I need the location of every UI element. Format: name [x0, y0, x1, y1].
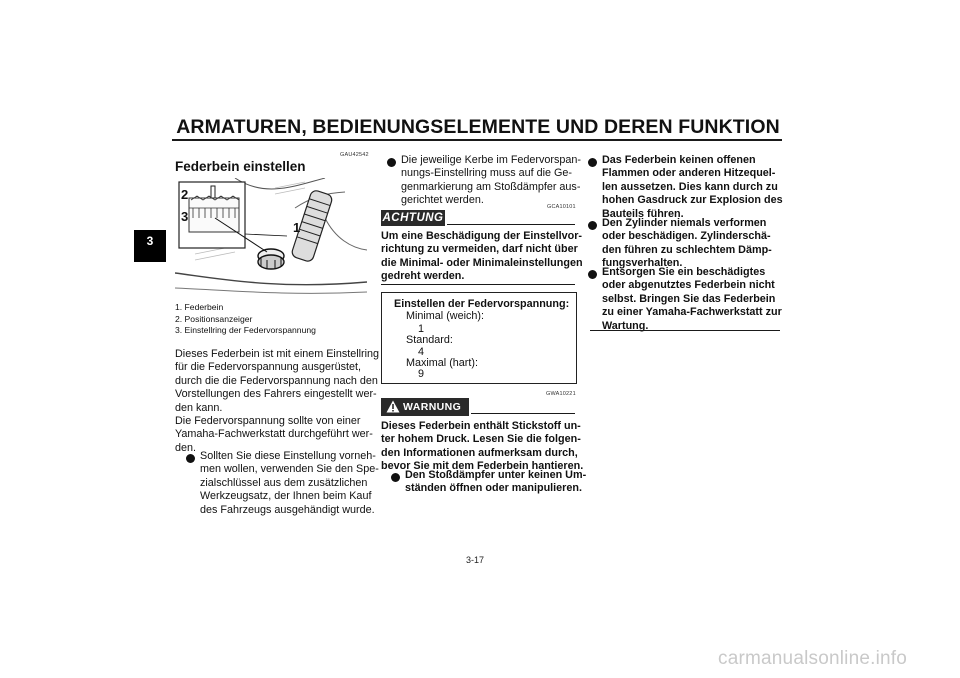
text-line: men wollen, verwenden Sie den Spe- — [200, 463, 379, 476]
section-code: GAU42542 — [340, 152, 369, 158]
setting-std-label: Standard: — [406, 334, 453, 346]
bullet-item — [200, 450, 379, 517]
caution-badge: ACHTUNG — [382, 212, 444, 224]
text-line: oder beschädigen. Zylinderschä- — [602, 230, 771, 243]
legend-item: 2. Positionsanzeiger — [175, 313, 253, 324]
text-line: Yamaha-Fachwerkstatt durchgeführt wer- — [175, 428, 373, 441]
caution-end-rule — [381, 284, 575, 285]
text-line: den. — [175, 441, 197, 454]
bullet-icon — [391, 473, 400, 482]
bullet-icon — [588, 270, 597, 279]
text-line: Den Stoßdämpfer unter keinen Um- — [405, 469, 587, 481]
settings-box — [381, 292, 577, 384]
caution-text — [381, 230, 583, 284]
text-line: Bauteils führen. — [602, 207, 684, 220]
header-rule — [172, 139, 782, 141]
bullet-icon — [588, 158, 597, 167]
intro-paragraph — [175, 348, 379, 455]
text-line: Vorstellungen des Fahrers eingestellt wer- — [175, 388, 377, 401]
text-line: Die jeweilige Kerbe im Federvorspan- — [401, 154, 582, 166]
text-line: len aussetzen. Dies kann durch zu — [602, 180, 778, 193]
text-line: zu einer Yamaha-Fachwerkstatt zur — [602, 306, 782, 319]
text-line: Wartung. — [602, 319, 649, 332]
bullet-item — [602, 154, 783, 221]
page-number: 3-17 — [466, 555, 485, 565]
text-line: für die Federvorspannung ausgerüstet, — [175, 361, 362, 374]
text-line: oder abgenutztes Federbein nicht — [602, 279, 775, 292]
setting-max-value: 9 — [418, 368, 425, 380]
bullet-item — [401, 154, 581, 208]
warning-rule — [471, 413, 575, 414]
legend-item: 3. Einstellring der Federvorspannung — [175, 325, 316, 336]
setting-max-label: Maximal (hart): — [406, 357, 478, 369]
text-line: bevor Sie mit dem Federbein hantieren. — [381, 460, 584, 473]
section-title: Federbein einstellen — [175, 159, 306, 174]
warning-end-rule — [590, 330, 780, 331]
text-line: Den Zylinder niemals verformen — [602, 217, 767, 229]
page-title: ARMATUREN, BEDIENUNGSELEMENTE UND DEREN FUNKTION — [176, 116, 780, 138]
text-line: des Fahrzeugs ausgehändigt wurde. — [200, 503, 375, 516]
watermark: carmanualsonline.info — [718, 648, 908, 669]
setting-std-value: 4 — [418, 346, 425, 358]
text-line: genmarkierung am Stoßdämpfer aus- — [401, 180, 581, 193]
text-line: Das Federbein keinen offenen — [602, 154, 756, 166]
text-line: zialschlüssel aus dem zusätzlichen — [200, 476, 368, 489]
text-line: Die Federvorspannung sollte von einer — [175, 415, 361, 428]
text-line: fungsverhalten. — [602, 257, 683, 270]
text-line: Flammen oder anderen Hitzequel- — [602, 167, 776, 180]
text-line: den Informationen aufmerksam durch, — [381, 446, 578, 459]
caution-code: GCA10101 — [547, 204, 576, 210]
warning-badge — [381, 398, 469, 416]
caution-rule — [447, 224, 575, 225]
text-line: selbst. Bringen Sie das Federbein — [602, 292, 776, 305]
text-line: die Minimal- oder Minimaleinstellungen — [381, 256, 583, 269]
chapter-tab: 3 — [134, 230, 166, 262]
bullet-item — [602, 266, 782, 333]
bullet-icon — [387, 158, 396, 167]
legend-item: 1. Federbein — [175, 302, 224, 312]
text-line: Um eine Beschädigung der Einstellvor- — [381, 230, 582, 242]
warning-triangle-icon — [386, 400, 400, 413]
text-line: nungs-Einstellring muss auf die Ge- — [401, 167, 573, 180]
text-line: hohen Gasdruck zur Explosion des — [602, 194, 783, 207]
text-line: gerichtet werden. — [401, 194, 484, 207]
text-line: Dieses Federbein enthält Stickstoff un- — [381, 420, 581, 432]
text-line: durch die die Federvorspannung nach den — [175, 374, 378, 387]
bullet-icon — [186, 454, 195, 463]
settings-title: Einstellen der Federvorspannung: — [394, 298, 570, 310]
text-line: richtung zu vermeiden, darf nicht über — [381, 243, 578, 256]
callout-2: 2 — [181, 187, 189, 202]
shock-absorber-figure — [175, 178, 367, 296]
figure-legend — [175, 302, 316, 337]
callout-1: 1 — [293, 220, 301, 235]
text-line: ständen öffnen oder manipulieren. — [405, 482, 582, 495]
bullet-item — [602, 217, 772, 271]
text-line: den führen zu schlechtem Dämp- — [602, 243, 772, 256]
bullet-item — [405, 469, 586, 496]
text-line: ter hohem Druck. Lesen Sie die folgen- — [381, 433, 581, 446]
setting-min-value: 1 — [418, 323, 425, 335]
bullet-icon — [588, 221, 597, 230]
shock-absorber-illustration — [175, 178, 367, 296]
text-line: Werkzeugsatz, der Ihnen beim Kauf — [200, 490, 372, 503]
text-line: den kann. — [175, 401, 223, 414]
text-line: Entsorgen Sie ein beschädigtes — [602, 266, 766, 278]
warning-code: GWA10221 — [546, 391, 576, 397]
text-line: Sollten Sie diese Einstellung vorneh- — [200, 450, 376, 462]
warning-label: WARNUNG — [403, 401, 462, 413]
warning-text — [381, 420, 583, 474]
text-line: Dieses Federbein ist mit einem Einstellring — [175, 348, 380, 360]
text-line: gedreht werden. — [381, 270, 465, 283]
callout-3: 3 — [181, 209, 189, 224]
setting-min-label: Minimal (weich): — [406, 310, 484, 322]
